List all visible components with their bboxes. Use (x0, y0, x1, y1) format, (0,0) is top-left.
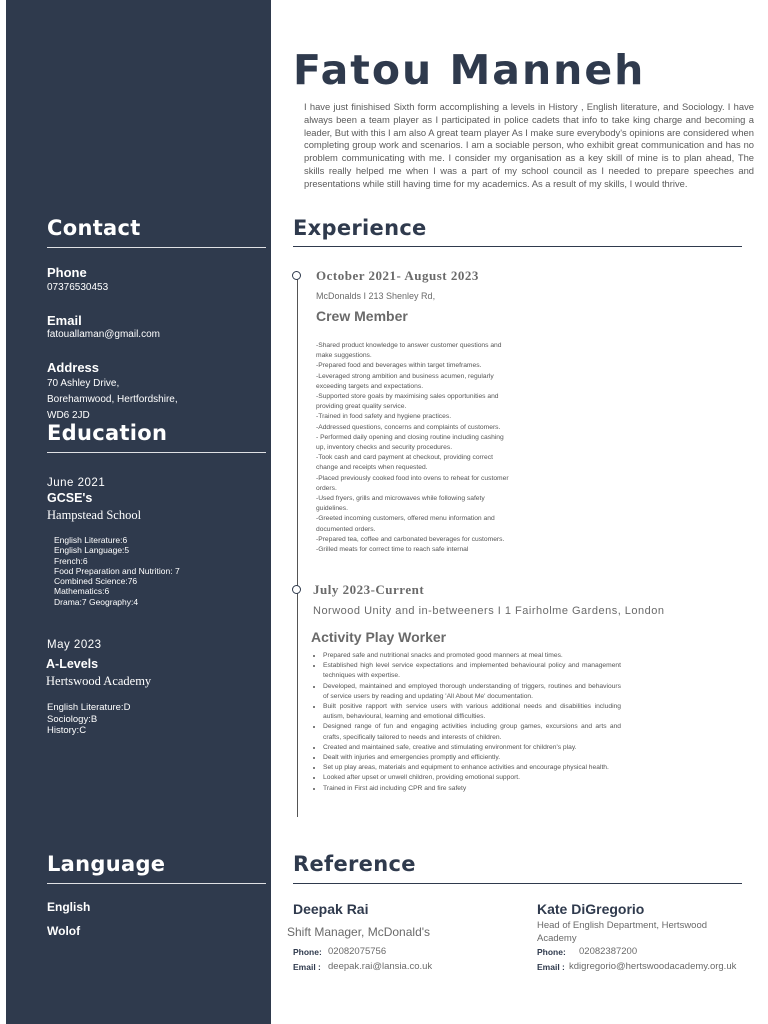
language-divider (47, 883, 266, 884)
education-divider (47, 452, 266, 453)
candidate-name: Fatou Manneh (293, 46, 646, 94)
grade-item: English Literature:D (47, 702, 131, 713)
duty-item: • Built positive rapport with service users with various additional needs and disabilities including autism, behavioural, learning and emotional difficulties. (323, 702, 621, 722)
duty-line: -Supported store goals by maximising sales opportunities and (316, 393, 499, 401)
email-value[interactable]: fatouallaman@gmail.com (47, 329, 160, 340)
duty-line: -Used fryers, grills and microwaves while following safety (316, 495, 485, 503)
duty-line: providing great quality service. (316, 403, 407, 411)
reference-email-label: Email : (293, 962, 321, 972)
duty-item: • Looked after upset or unwell children, providing emotional support. (323, 773, 621, 783)
job-date: July 2023-Current (313, 582, 425, 597)
duty-line: up, inventory checks and security procedures. (316, 444, 453, 452)
reference-phone[interactable]: 02082387200 (579, 946, 638, 957)
education-date: June 2021 (47, 477, 106, 489)
phone-label: Phone (47, 265, 87, 280)
duty-item: • Designed range of fun and engaging activities including group games, excursions and arts and crafts, specifically tailored to needs and interests of children. (323, 722, 621, 742)
reference-role: Shift Manager, McDonald's (287, 925, 431, 939)
reference-role: Head of English Department, Hertswood Academy (537, 920, 708, 944)
job-duties (316, 341, 509, 555)
grade-item: English Literature:6 (54, 535, 128, 545)
education-heading: Education (47, 421, 168, 445)
duty-item: • Developed, maintained and employed thorough understanding of triggers, routines and behaviours of service users by reading and updating 'All About Me' documentation. (323, 682, 621, 702)
duty-line: -Took cash and card payment at checkout, providing correct (316, 454, 493, 462)
job-place: Norwood Unity and in-betweeners I 1 Fairholme Gardens, London (313, 605, 665, 617)
job-role: Crew Member (316, 308, 408, 324)
duty-item: • Set up play areas, materials and equipment to enhance activities and encourage physical health. (323, 763, 621, 773)
reference-phone-label: Phone: (293, 947, 322, 957)
duty-line: -Grilled meats for correct time to reach safe internal (316, 546, 469, 554)
reference-phone[interactable]: 02082075756 (328, 946, 387, 957)
duty-item: • Established high level service expectations and implemented behavioural policy and management techniques with expertise. (323, 661, 621, 681)
address-value (47, 376, 178, 424)
timeline-line (297, 276, 298, 817)
grade-item: French:6 (54, 555, 88, 566)
education-grades (47, 702, 130, 737)
experience-divider (293, 246, 742, 247)
address-line: WD6 2JD (47, 410, 90, 421)
language-heading: Language (47, 852, 166, 876)
grade-item: History:C (47, 725, 87, 736)
duty-line: -Placed previously cooked food into ovens to reheat for customer (316, 474, 509, 482)
duty-item: • Dealt with injuries and emergencies promptly and efficiently. (323, 753, 621, 763)
language-item: Wolof (47, 924, 81, 938)
duty-line: -Addressed questions, concerns and complaints of customers. (316, 423, 501, 431)
duty-line: change and receipts when requested. (316, 464, 428, 472)
reference-divider (293, 883, 742, 884)
address-line: 70 Ashley Drive, (47, 378, 120, 389)
grade-item: English Language:5 (54, 545, 130, 556)
phone-value[interactable]: 07376530453 (47, 282, 109, 293)
duty-line: guidelines. (316, 505, 348, 513)
education-school: Hertswood Academy (46, 674, 152, 688)
education-title: GCSE's (47, 491, 93, 505)
contact-heading: Contact (47, 216, 141, 240)
duty-item: • Created and maintained safe, creative and stimulating environment for children's play. (323, 743, 621, 753)
reference-heading: Reference (293, 852, 416, 876)
job-duties (311, 651, 621, 794)
reference-phone-label: Phone: (537, 947, 566, 957)
duty-line: -Shared product knowledge to answer customer questions and (316, 342, 502, 349)
duty-line: -Trained in food safety and hygiene practices. (316, 413, 452, 421)
duty-line: documented orders. (316, 525, 376, 533)
reference-name: Deepak Rai (293, 901, 369, 917)
reference-email[interactable]: kdigregorio@hertswoodacademy.org.uk (569, 961, 737, 972)
reference-email-label: Email : (537, 962, 565, 972)
timeline-dot (292, 585, 301, 594)
email-label: Email (47, 313, 82, 328)
duty-item: • Prepared safe and nutritional snacks and promoted good manners at meal times. (323, 651, 621, 661)
education-grades (54, 535, 180, 607)
job-date: October 2021- August 2023 (316, 268, 479, 283)
education-date: May 2023 (47, 639, 102, 651)
duty-item: • Trained in First aid including CPR and fire safety (323, 784, 621, 794)
education-title: A-Levels (46, 657, 99, 671)
education-school: Hampstead School (47, 508, 142, 522)
duty-line: -Prepared tea, coffee and carbonated beverages for customers. (316, 535, 505, 543)
language-item: English (47, 900, 91, 914)
grade-item: Sociology:B (47, 713, 98, 725)
reference-email[interactable]: deepak.rai@lansia.co.uk (328, 961, 433, 972)
duty-line: - Performed daily opening and closing routine including cashing (316, 433, 504, 441)
duty-line: make suggestions. (316, 352, 372, 360)
address-label: Address (47, 360, 100, 375)
timeline-dot (292, 271, 301, 280)
duty-line: -Greeted incoming customers, offered menu information and (316, 515, 495, 523)
contact-divider (47, 247, 266, 248)
duty-line: -Leveraged strong ambition and business acumen, regularly (316, 372, 494, 380)
grade-item: Drama:7 Geography:4 (54, 596, 139, 607)
experience-heading: Experience (293, 216, 427, 240)
grade-item: Food Preparation and Nutrition: 7 (54, 565, 180, 576)
reference-name: Kate DiGregorio (537, 901, 645, 917)
duty-line: orders. (316, 484, 337, 492)
address-line: Borehamwood, Hertfordshire, (47, 394, 178, 405)
duty-line: -Prepared food and beverages within target timeframes. (316, 362, 482, 370)
job-place: McDonalds I 213 Shenley Rd, (316, 291, 436, 301)
grade-item: Mathematics:6 (54, 586, 110, 597)
grade-item: Combined Science:76 (54, 576, 138, 587)
duty-line: exceeding targets and expectations. (316, 382, 424, 390)
profile-summary: I have just finishised Sixth form accomplishing a levels in History , English literature, and Sociology. I have always been a team player as I participated in police cadets that info to take king charge and becoming a leader, But with this I am also A great team player As I make sure everybody's opinions are considered when completing group work and scenarios. I am a sociable person, who exhibit great communication and has no problem communicating with me. I consider my organisation as a key skill of mine is to plan ahead, The skills really helped me when I was a part of my school council as I needed to prepare speeches and presentations while still having time for my academics. As a result of my skills, I would thrive. (304, 101, 754, 189)
job-role: Activity Play Worker (311, 629, 447, 645)
